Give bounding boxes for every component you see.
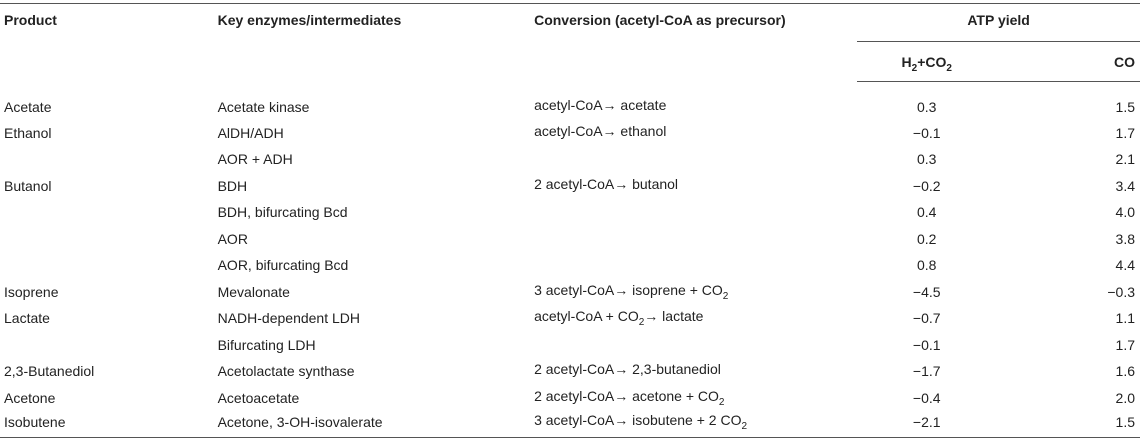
cell-product: 2,3-Butanediol bbox=[4, 363, 95, 380]
cell-enzyme: NADH-dependent LDH bbox=[217, 310, 360, 327]
cell-conversion bbox=[534, 305, 857, 332]
cell-atp-co: 1.5 bbox=[1115, 98, 1135, 115]
cell-product: Lactate bbox=[4, 310, 50, 327]
cell-atp-co: −0.3 bbox=[1107, 283, 1135, 300]
cell-product: Isobutene bbox=[0, 411, 218, 438]
cell-conversion bbox=[534, 226, 857, 253]
cell-enzyme: Bifurcating LDH bbox=[217, 336, 316, 353]
cell-conversion bbox=[534, 252, 857, 279]
conversion-text: 3 acetyl-CoA→ isobutene + 2 CO bbox=[534, 412, 742, 429]
cell-atp-co: 4.0 bbox=[1115, 204, 1135, 221]
cell-enzyme: AOR + ADH bbox=[217, 151, 293, 168]
cell-atp-h2co2: 0.8 bbox=[917, 257, 937, 274]
cell-atp-h2co2: −1.7 bbox=[912, 363, 941, 380]
cell-enzyme: Mevalonate bbox=[217, 283, 290, 300]
table-row bbox=[0, 305, 1140, 332]
cell-conversion bbox=[534, 332, 857, 359]
cell-atp-co: 3.4 bbox=[1115, 177, 1135, 194]
cell-atp-h2co2: −0.4 bbox=[912, 389, 941, 406]
col-header-h2co2 bbox=[857, 42, 996, 82]
table-row bbox=[0, 385, 1140, 412]
cell-atp-h2co2: 0.2 bbox=[917, 230, 937, 247]
cell-conversion bbox=[534, 173, 857, 200]
cell-atp-h2co2: −0.1 bbox=[912, 336, 941, 353]
cell-conversion bbox=[534, 82, 857, 120]
cell-product: Isoprene bbox=[4, 283, 59, 300]
table-row bbox=[0, 332, 1140, 359]
conversion-text-tail: → lactate bbox=[644, 308, 704, 325]
h2co2-label-h: H bbox=[901, 54, 912, 70]
cell-atp-co: 1.1 bbox=[1115, 310, 1135, 327]
cell-product bbox=[0, 226, 218, 253]
table-row bbox=[0, 199, 1140, 226]
cell-enzyme: Acetolactate synthase bbox=[217, 363, 355, 380]
cell-conversion bbox=[534, 358, 857, 385]
cell-enzyme: BDH bbox=[217, 177, 248, 194]
cell-conversion bbox=[534, 385, 857, 412]
conversion-text: 2 acetyl-CoA→ acetone + CO bbox=[534, 387, 719, 404]
cell-product bbox=[0, 332, 218, 359]
col-header-product: Product bbox=[0, 4, 218, 82]
conversion-text: acetyl-CoA→ ethanol bbox=[534, 122, 667, 139]
cell-atp-co: 3.8 bbox=[1115, 230, 1135, 247]
conversion-text: 2 acetyl-CoA→ butanol bbox=[534, 175, 679, 192]
cell-product bbox=[0, 252, 218, 279]
cell-atp-co: 4.4 bbox=[1115, 257, 1135, 274]
col-header-conversion: Conversion (acetyl-CoA as precursor) bbox=[534, 4, 857, 82]
cell-atp-co: 1.6 bbox=[1115, 363, 1135, 380]
col-header-co: CO bbox=[996, 42, 1140, 82]
cell-product: Butanol bbox=[4, 177, 52, 194]
cell-product: Acetate bbox=[4, 98, 52, 115]
cell-enzyme: BDH, bifurcating Bcd bbox=[217, 204, 348, 221]
cell-atp-h2co2: 0.4 bbox=[917, 204, 937, 221]
table-row bbox=[0, 82, 1140, 120]
cell-atp-h2co2: −4.5 bbox=[912, 283, 941, 300]
cell-atp-co: 2.0 bbox=[1115, 389, 1135, 406]
table-row bbox=[0, 173, 1140, 200]
cell-atp-co: 1.5 bbox=[996, 411, 1140, 438]
conversion-subscript: 2 bbox=[741, 420, 748, 432]
table-row bbox=[0, 279, 1140, 306]
cell-product bbox=[0, 199, 218, 226]
table-row bbox=[0, 411, 1140, 438]
cell-enzyme: AOR, bifurcating Bcd bbox=[217, 257, 349, 274]
table-row bbox=[0, 146, 1140, 173]
atp-yield-table bbox=[0, 3, 1140, 438]
header-row-1 bbox=[0, 4, 1140, 42]
cell-atp-co: 1.7 bbox=[1115, 124, 1135, 141]
cell-enzyme: AlDH/ADH bbox=[217, 124, 284, 141]
col-header-atp-yield: ATP yield bbox=[857, 4, 1140, 42]
cell-product: Acetone bbox=[4, 389, 56, 406]
cell-atp-h2co2: 0.3 bbox=[917, 98, 937, 115]
cell-atp-co: 2.1 bbox=[1115, 151, 1135, 168]
cell-conversion bbox=[534, 279, 857, 306]
cell-enzyme: AOR bbox=[217, 230, 248, 247]
cell-atp-h2co2: −0.7 bbox=[912, 310, 941, 327]
cell-atp-h2co2: −0.1 bbox=[912, 124, 941, 141]
cell-atp-h2co2: −2.1 bbox=[857, 411, 996, 438]
conversion-text: 2 acetyl-CoA→ 2,3-butanediol bbox=[534, 361, 721, 378]
conversion-text: acetyl-CoA→ acetate bbox=[534, 96, 667, 113]
conversion-subscript: 2 bbox=[638, 317, 645, 329]
cell-enzyme: Acetoacetate bbox=[217, 389, 300, 406]
h2co2-label-sub1: 2 bbox=[911, 62, 918, 74]
cell-conversion bbox=[534, 199, 857, 226]
h2co2-label-co: +CO bbox=[917, 54, 947, 70]
cell-product: Ethanol bbox=[4, 124, 52, 141]
table-row bbox=[0, 226, 1140, 253]
cell-product bbox=[0, 146, 218, 173]
h2co2-label-sub2: 2 bbox=[946, 62, 952, 74]
table-row bbox=[0, 120, 1140, 147]
cell-atp-h2co2: 0.3 bbox=[917, 151, 937, 168]
cell-conversion bbox=[534, 411, 857, 438]
cell-atp-co: 1.7 bbox=[1115, 336, 1135, 353]
cell-conversion bbox=[534, 146, 857, 173]
table-row bbox=[0, 252, 1140, 279]
conversion-text: acetyl-CoA + CO bbox=[534, 308, 639, 325]
col-header-enzymes: Key enzymes/intermediates bbox=[218, 4, 534, 82]
cell-conversion bbox=[534, 120, 857, 147]
conversion-subscript: 2 bbox=[722, 290, 729, 302]
table-row bbox=[0, 358, 1140, 385]
cell-enzyme: Acetate kinase bbox=[217, 98, 310, 115]
conversion-text: 3 acetyl-CoA→ isoprene + CO bbox=[534, 281, 723, 298]
cell-enzyme: Acetone, 3-OH-isovalerate bbox=[218, 411, 534, 438]
cell-atp-h2co2: −0.2 bbox=[912, 177, 941, 194]
conversion-subscript: 2 bbox=[718, 396, 725, 408]
